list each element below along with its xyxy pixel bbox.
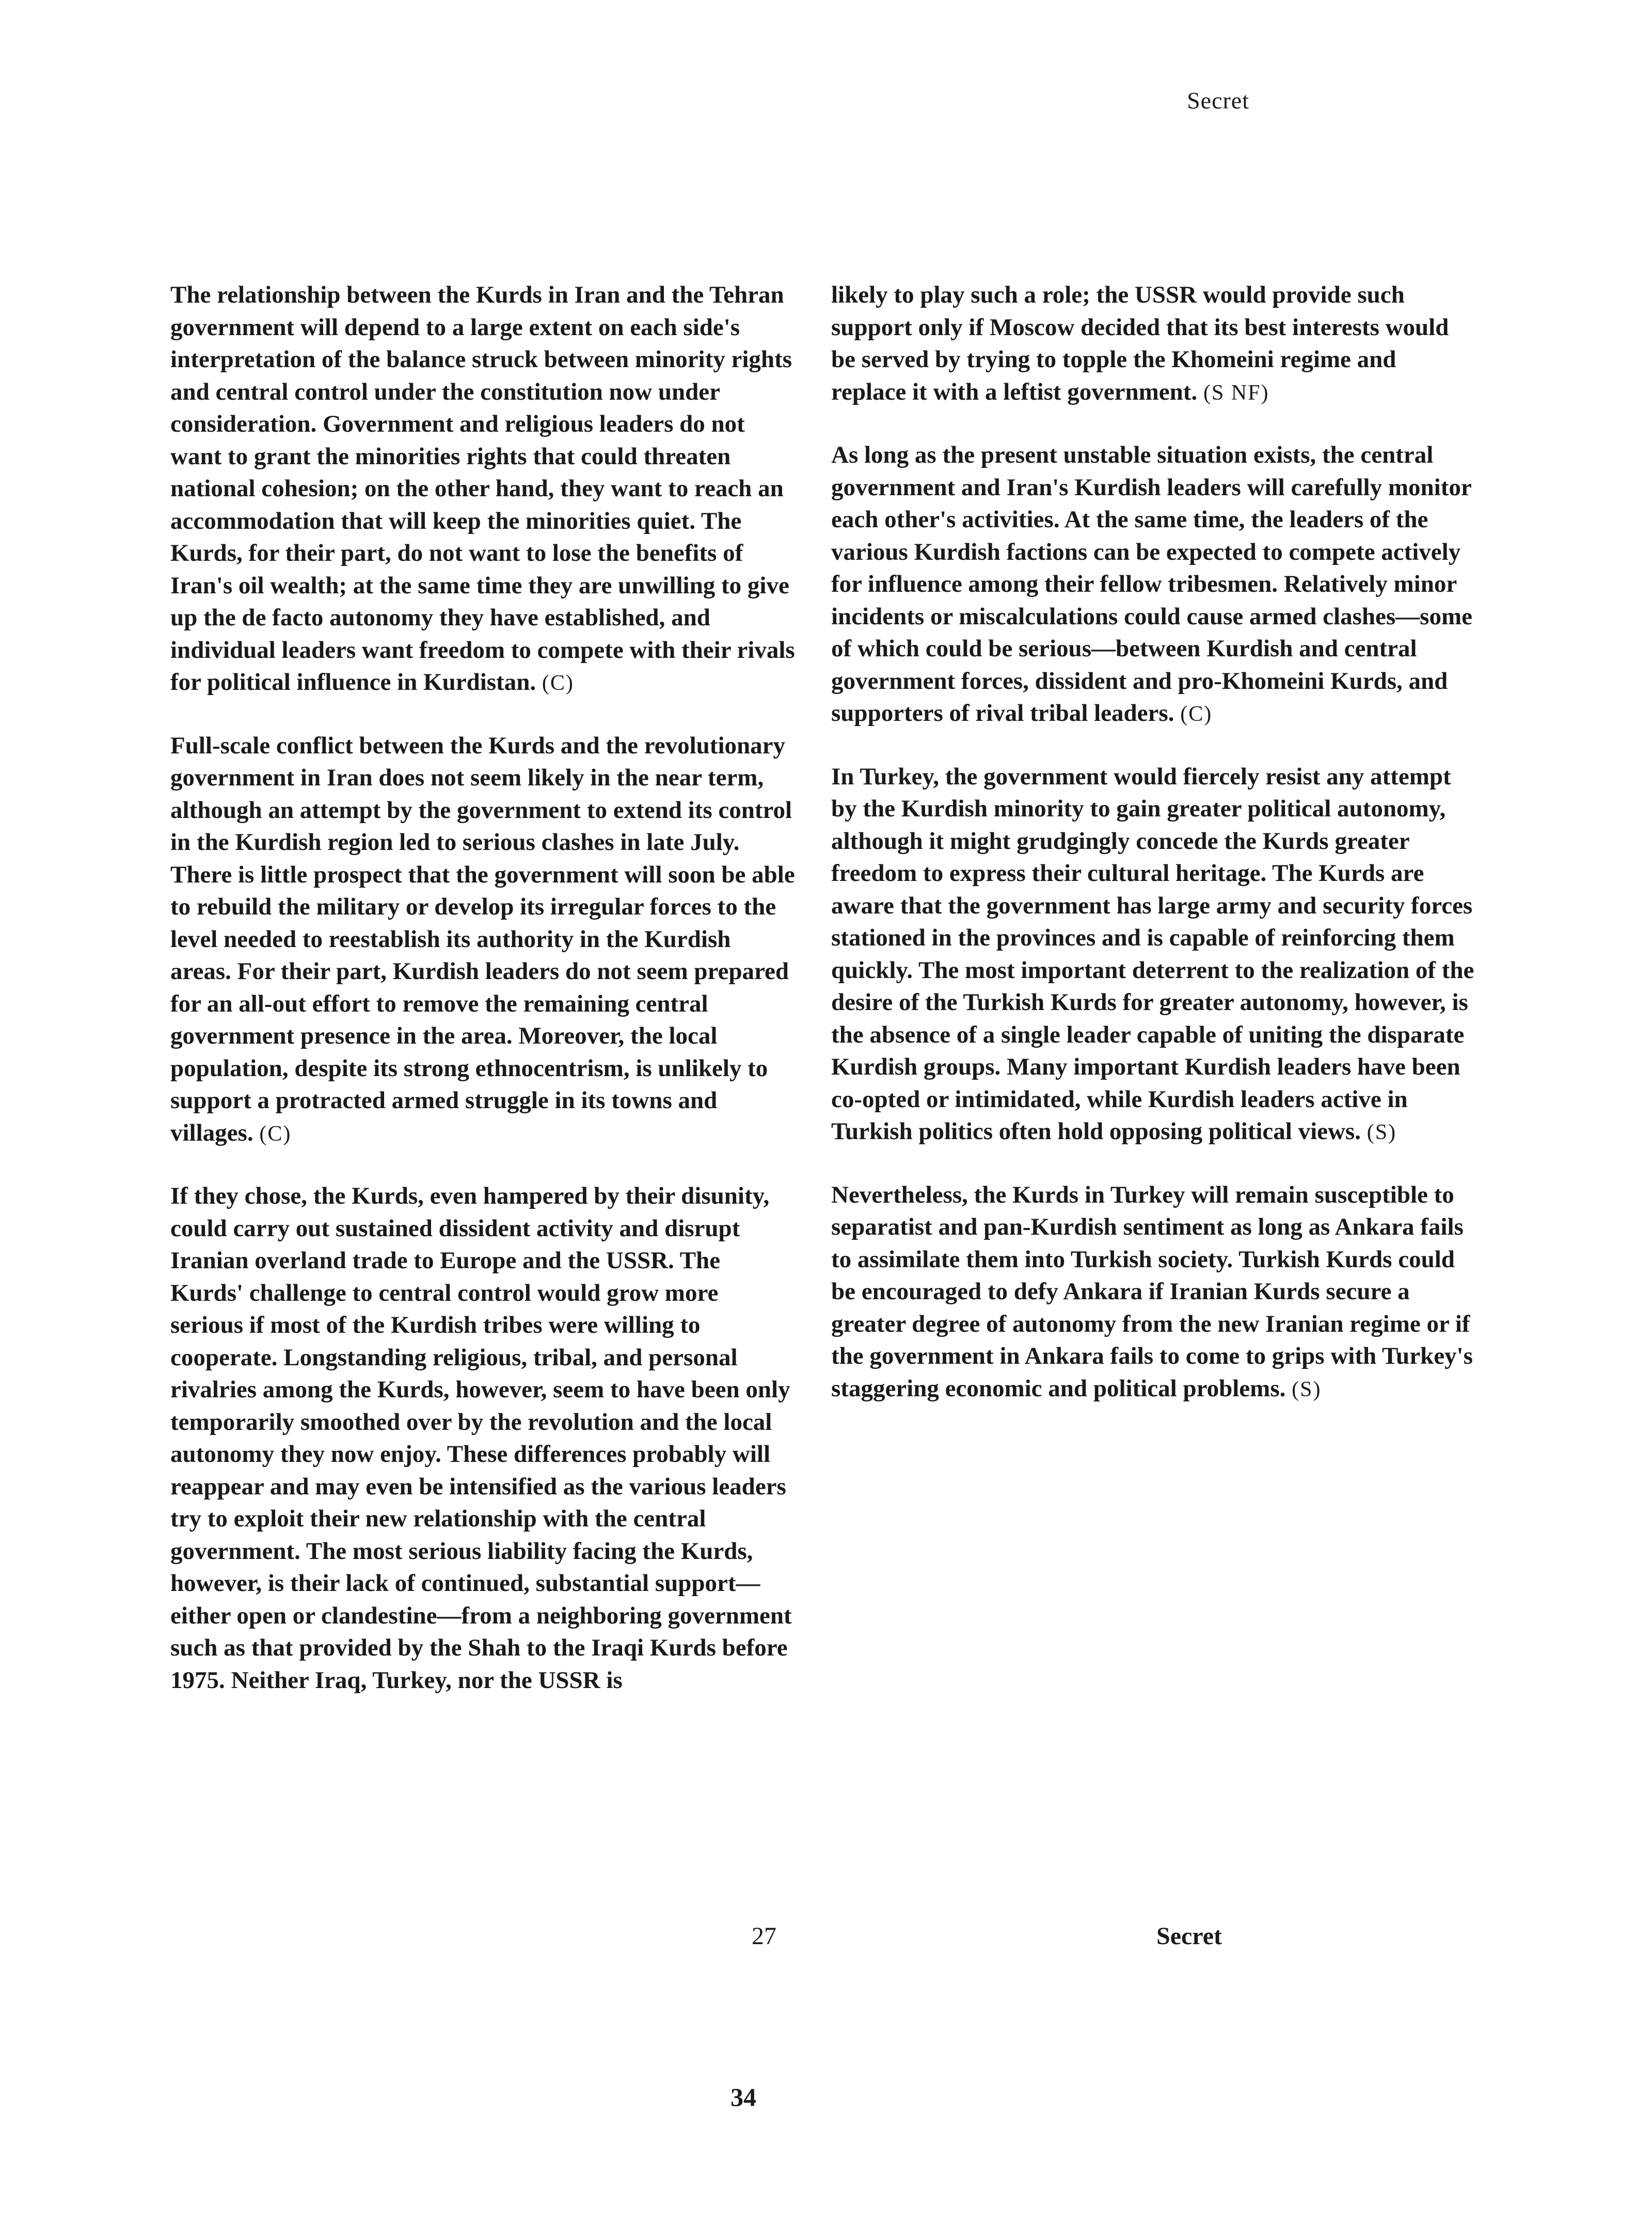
classification-portion-marking: (C) xyxy=(259,1122,292,1146)
right-column xyxy=(831,279,1476,1436)
paragraph-ussr-role xyxy=(831,279,1476,409)
paragraph-unstable-situation xyxy=(831,439,1476,731)
paragraph-kurds-tehran-relationship xyxy=(170,279,795,700)
paragraph-text: As long as the present unstable situation exists, the central government and Iran's Kurdish leaders will carefully monitor each other's activities. At the same time, the leaders of the various Kurdish factions can be expected to compete actively for influence among their fellow tribesmen. Relatively minor incidents or miscalculations could cause armed clashes—some of which could be serious—between Kurdish and central government forces, dissident and pro-Khomeini Kurds, and supporters of rival tribal leaders. xyxy=(831,442,1472,727)
paragraph-text: Nevertheless, the Kurds in Turkey will remain susceptible to separatist and pan-Kurdish sentiment as long as Ankara fails to assimilate them into Turkish society. Turkish Kurds could be encouraged to defy Ankara if Iranian Kurds secure a greater degree of autonomy from the new Iranian regime or if the government in Ankara fails to come to grips with Turkey's staggering economic and political problems. xyxy=(831,1181,1473,1402)
paragraph-turkey-kurdish-minority xyxy=(831,761,1476,1149)
paragraph-kurdish-dissident-activity xyxy=(170,1180,795,1697)
paragraph-text: If they chose, the Kurds, even hampered by their disunity, could carry out sustained dissident activity and disrupt Iranian overland trade to Europe and the USSR. The Kurds' challenge to central control would grow more serious if most of the Kurdish tribes were willing to cooperate. Longstanding religious, tribal, and personal rivalries among the Kurds, however, seem to have been only temporarily smoothed over by the revolution and the local autonomy they now enjoy. These differences probably will reappear and may even be intensified as the various leaders try to exploit their new relationship with the central government. The most serious liability facing the Kurds, however, is their lack of continued, substantial support—either open or clandestine—from a neighboring government such as that provided by the Shah to the Iraqi Kurds before 1975. Neither Iraq, Turkey, nor the USSR is xyxy=(170,1182,792,1694)
classification-portion-marking: (S NF) xyxy=(1203,381,1269,405)
paragraph-full-scale-conflict xyxy=(170,730,795,1150)
paragraph-text: likely to play such a role; the USSR would provide such support only if Moscow decided that its best interests would be served by trying to topple the Khomeini regime and replace it with a leftist government. xyxy=(831,281,1449,405)
paragraph-turkish-kurds-separatism xyxy=(831,1179,1476,1406)
paragraph-text: The relationship between the Kurds in Iran and the Tehran government will depend to a large extent on each side's interpretation of the balance struck between minority rights and central control under the constitution now under consideration. Government and religious leaders do not want to grant the minorities rights that could threaten national cohesion; on the other hand, they want to reach an accommodation that will keep the minorities quiet. The Kurds, for their part, do not want to lose the benefits of Iran's oil wealth; at the same time they are unwilling to give up the de facto autonomy they have established, and individual leaders want freedom to compete with their rivals for political influence in Kurdistan. xyxy=(170,281,795,696)
header-classification-marking: Secret xyxy=(1187,87,1249,114)
footer-sheet-number: 34 xyxy=(730,2083,756,2111)
paragraph-text: In Turkey, the government would fiercely resist any attempt by the Kurdish minority to gain greater political autonomy, although it might grudgingly concede the Kurds greater freedom to express their cultural heritage. The Kurds are aware that the government has large army and security forces stationed in the provinces and is capable of reinforcing them quickly. The most important deterrent to the realization of the desire of the Turkish Kurds for greater autonomy, however, is the absence of a single leader capable of uniting the disparate Kurdish groups. Many important Kurdish leaders have been co-opted or intimidated, while Kurdish leaders active in Turkish politics often hold opposing political views. xyxy=(831,763,1474,1145)
classification-portion-marking: (S) xyxy=(1292,1377,1322,1401)
classification-portion-marking: (S) xyxy=(1367,1121,1397,1144)
paragraph-text: Full-scale conflict between the Kurds and the revolutionary government in Iran does not seem likely in the near term, although an attempt by the government to extend its control in the Kurdish region led to serious clashes in late July. There is little prospect that the government will soon be able to rebuild the military or develop its irregular forces to the level needed to reestablish its authority in the Kurdish areas. For their part, Kurdish leaders do not seem prepared for an all-out effort to remove the remaining central government presence in the area. Moreover, the local population, despite its strong ethnocentrism, is unlikely to support a protracted armed struggle in its towns and villages. xyxy=(170,732,795,1146)
footer-classification-marking: Secret xyxy=(1156,1922,1222,1950)
footer-page-number: 27 xyxy=(752,1922,776,1950)
classification-portion-marking: (C) xyxy=(542,671,574,695)
left-column xyxy=(170,279,795,1727)
classification-portion-marking: (C) xyxy=(1180,702,1213,726)
